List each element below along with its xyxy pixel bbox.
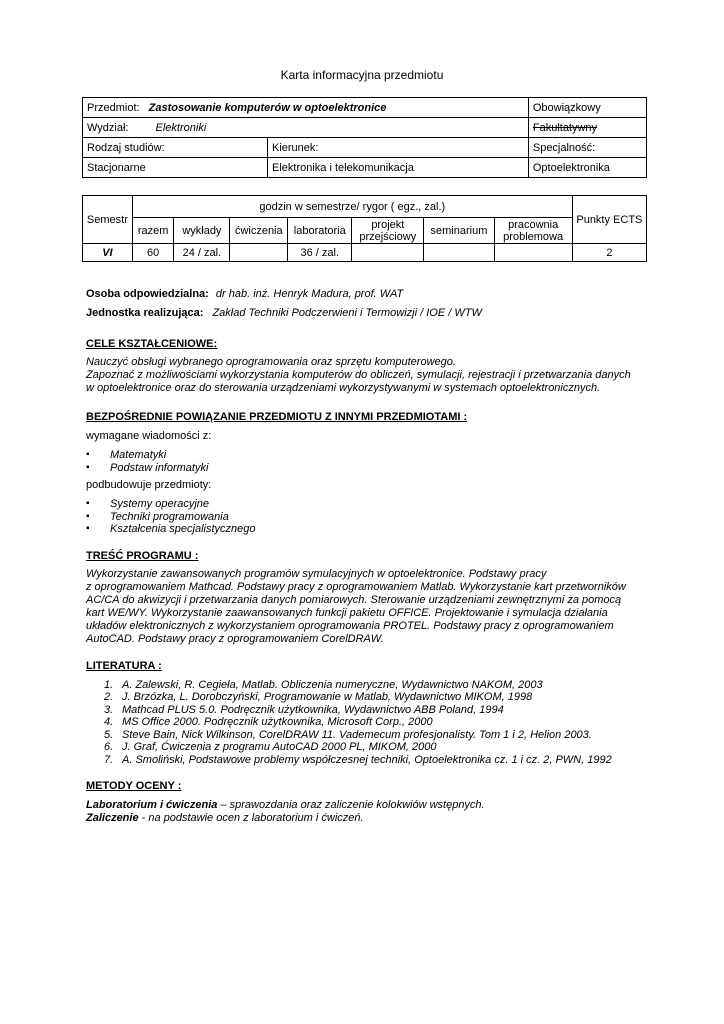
metody-term: Zaliczenie	[86, 812, 139, 824]
tresc-line: Wykorzystanie zawansowanych programów symulacyjnych w optoelektronice. Podstawy pracy	[86, 567, 547, 580]
metody-line-2	[86, 812, 646, 825]
jednostka-value: Zakład Techniki Podczerwieni i Termowizji / IOE / WTW	[212, 307, 482, 319]
page-title: Karta informacyjna przedmiotu	[280, 68, 444, 82]
col-razem: razem	[132, 218, 174, 244]
col-projekt: projekt przejściowy	[352, 218, 424, 244]
tresc-line: układów elektronicznych z wykorzystaniem oprogramowania PROTEL. Podstawy pracy z oprogramowaniem	[86, 619, 614, 632]
cell-ects: 2	[572, 244, 646, 262]
cell-semestr: VI	[83, 244, 133, 262]
tresc-line: z oprogramowaniem Mathcad. Podstawy pracy z oprogramowaniem Matlab. Wykorzystanie kart przetworników	[86, 580, 626, 593]
list-item: 4. MS Office 2000. Podręcznik użytkownika, Microsoft Corp., 2000	[104, 716, 433, 728]
list-item: ▪ Systemy operacyjne	[86, 498, 646, 511]
list-item: 5. Steve Bain, Nick Wilkinson, CorelDRAW 11. Vademecum profesjonalisty. Tom 1 i 2, Helion 2003.	[104, 728, 592, 741]
content-body	[86, 288, 646, 825]
specjalnosc-value: Optoelektronika	[528, 158, 646, 178]
rodzaj-value: Stacjonarne	[83, 158, 268, 178]
list-item: ▪ Kształcenia specjalistycznego	[86, 523, 646, 536]
wymagane-list	[86, 449, 646, 474]
obowiazkowy-cell: Obowiązkowy	[528, 98, 646, 118]
cele-text	[86, 356, 646, 395]
cele-line: w optoelektronice oraz do sterowania urządzeniami wykorzystywanymi w systemach optoelektronicznych.	[86, 382, 601, 394]
literatura-list	[104, 679, 646, 767]
osoba-label: Osoba odpowiedzialna:	[86, 288, 209, 300]
list-item: ▪ Techniki programowania	[86, 511, 646, 524]
przedmiot-label: Przedmiot:	[87, 101, 140, 114]
cele-title: CELE KSZTAŁCENIOWE:	[86, 338, 218, 350]
cell-laboratoria: 36 / zal.	[288, 244, 352, 262]
metody-desc: – sprawozdania oraz zaliczenie kolokwiów wstępnych.	[217, 799, 485, 811]
tresc-text	[86, 568, 646, 646]
kierunek-value: Elektronika i telekomunikacja	[268, 158, 529, 178]
powiazania-title: BEZPOŚREDNIE POWIĄZANIE PRZEDMIOTU Z INNYMI PRZEDMIOTAMI :	[86, 411, 468, 423]
cell-seminarium	[424, 244, 494, 262]
list-item: 6. J. Graf, Ćwiczenia z programu AutoCAD 2000 PL, MIKOM, 2000	[104, 741, 437, 753]
jednostka-label: Jednostka realizująca:	[86, 307, 204, 319]
godzin-header: godzin w semestrze/ rygor ( egz., zal.)	[132, 196, 572, 218]
osoba-line	[86, 288, 646, 301]
cell-projekt	[352, 244, 424, 262]
tresc-line: AC/CA do akwizycji i przetwarzania danych pomiarowych. Sterowanie urządzeniami zewnętrznymi za pomocą	[86, 593, 622, 606]
cell-pracownia	[494, 244, 572, 262]
col-laboratoria: laboratoria	[288, 218, 352, 244]
tresc-line: AutoCAD. Podstawy pracy z oprogramowaniem CorelDRAW.	[86, 632, 384, 645]
przedmiot-value: Zastosowanie komputerów w optoelektronice	[148, 101, 387, 114]
col-cwiczenia: ćwiczenia	[230, 218, 288, 244]
col-seminarium: seminarium	[424, 218, 494, 244]
cell-razem: 60	[132, 244, 174, 262]
list-item: ▪ Podstaw informatyki	[86, 462, 646, 475]
course-info-table	[82, 97, 647, 178]
rodzaj-label: Rodzaj studiów:	[83, 138, 268, 158]
cele-line: Zapoznać z możliwościami wykorzystania komputerów do obliczeń, symulacji, rejestracji i przetwarzania danych	[86, 369, 631, 381]
list-item: 2. J. Brzózka, L. Dorobczyński, Programowanie w Matlab, Wydawnictwo MIKOM, 1998	[104, 691, 533, 703]
metody-title: METODY OCENY :	[86, 780, 182, 792]
podbudowuje-label: podbudowuje przedmioty:	[86, 479, 212, 491]
hours-table	[82, 195, 647, 262]
list-item: 7. A. Smoliński, Podstawowe problemy współczesnej techniki, Optoelektronika cz. 1 i cz. 2, PWN, 1992	[104, 753, 612, 766]
metody-term: Laboratorium i ćwiczenia	[86, 799, 218, 811]
wymagane-label: wymagane wiadomości z:	[86, 430, 212, 442]
cell-cwiczenia	[230, 244, 288, 262]
kierunek-label: Kierunek:	[268, 138, 529, 158]
specjalnosc-label: Specjalność:	[528, 138, 646, 158]
cell-wyklady: 24 / zal.	[174, 244, 230, 262]
wydzial-label: Wydział:	[87, 121, 129, 134]
fakultatywny-cell: Fakultatywny	[528, 118, 646, 138]
list-item: 3. Mathcad PLUS 5.0. Podręcznik użytkownika, Wydawnictwo ABB Poland, 1994	[104, 703, 504, 716]
col-wyklady: wykłady	[174, 218, 230, 244]
metody-line-1	[86, 799, 646, 812]
osoba-value: dr hab. inż. Henryk Madura, prof. WAT	[215, 288, 404, 300]
wydzial-value: Elektroniki	[155, 121, 207, 134]
list-item: 1. A. Zalewski, R. Cegieła, Matlab. Obliczenia numeryczne, Wydawnictwo NAKOM, 2003	[104, 678, 543, 691]
cele-line: Nauczyć obsługi wybranego oprogramowania oraz sprzętu komputerowego.	[86, 356, 456, 368]
tresc-line: kart WE/WY. Wykorzystanie zaawansowanych funkcji pakietu OFFICE. Projektowanie i symulacja działania	[86, 606, 608, 619]
metody-desc: - na podstawie ocen z laboratorium i ćwiczeń.	[138, 812, 364, 824]
semestr-header: Semestr	[83, 196, 133, 244]
podbudowuje-list	[86, 498, 646, 536]
literatura-title: LITERATURA :	[86, 659, 162, 672]
jednostka-line	[86, 307, 646, 320]
tresc-title: TREŚĆ PROGRAMU :	[86, 549, 199, 562]
przedmiot-cell	[83, 98, 529, 118]
ects-header: Punkty ECTS	[572, 196, 646, 244]
list-item: ▪ Matematyki	[86, 449, 646, 462]
col-pracownia: pracownia problemowa	[494, 218, 572, 244]
wydzial-cell	[83, 118, 529, 138]
